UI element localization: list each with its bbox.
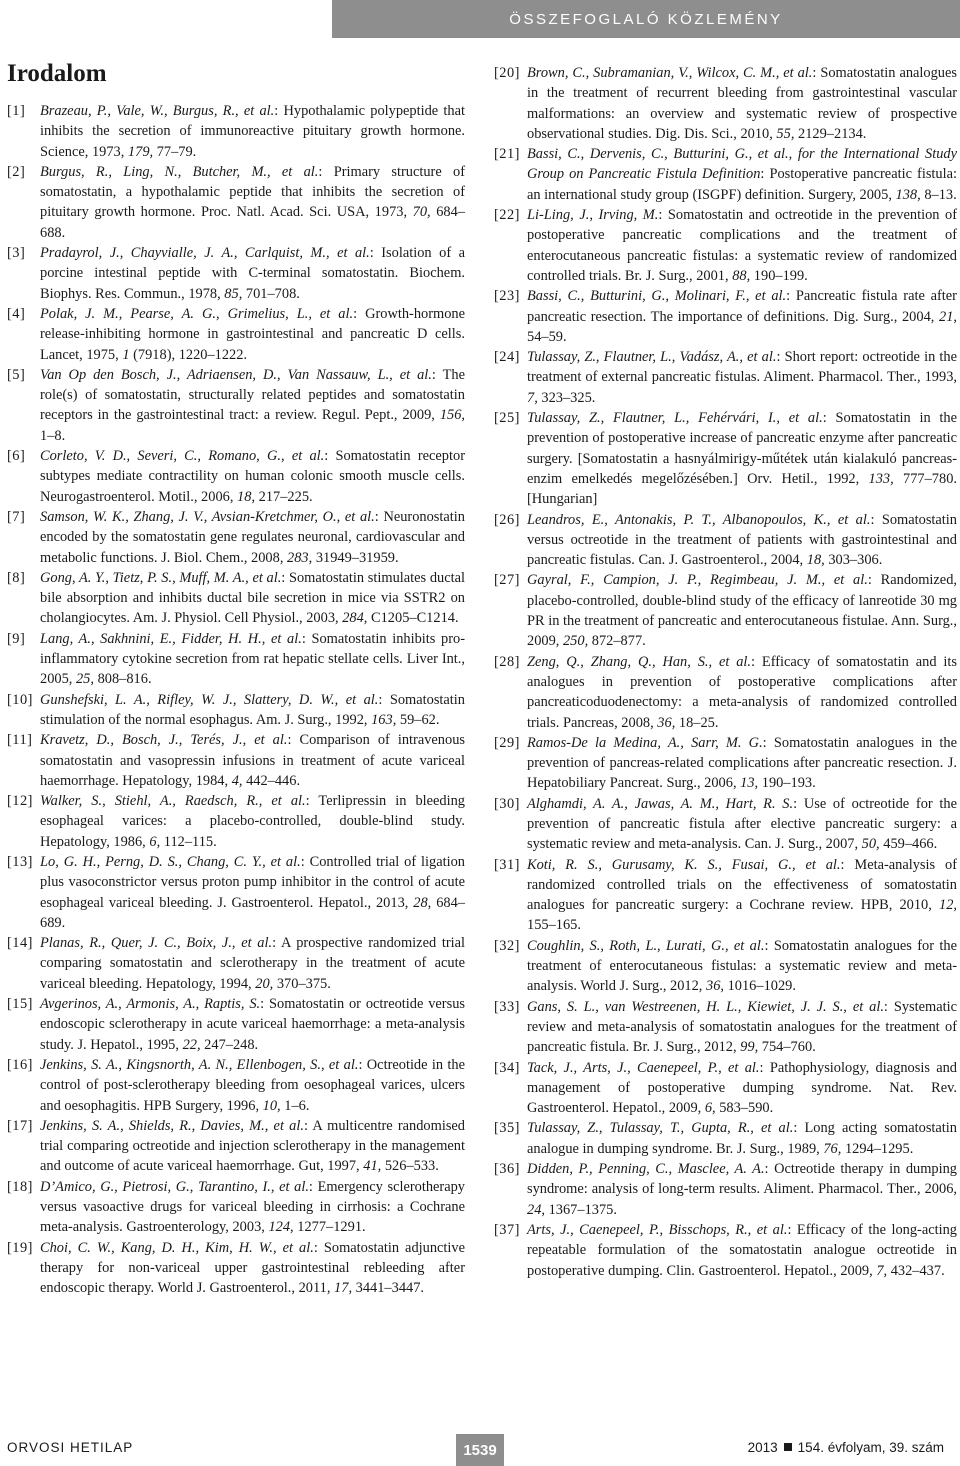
reference-item [494,855,957,936]
reference-item [7,690,465,731]
reference-number: [34] [494,1059,520,1076]
reference-item [7,791,465,852]
reference-number: [24] [494,349,520,366]
reference-volume: 18, [237,488,256,505]
reference-number: [28] [494,653,520,670]
reference-number: [23] [494,288,520,305]
reference-text: : A prospective randomized trial comparing somatostatin and sclerotherapy in the treatment of acute variceal bleeding. Hepatology, 1994, [40,935,465,992]
reference-text: : Efficacy of somatostatin and its analogues in prevention of postoperative complications after pancreaticoduodenectomy: a meta-analysis of randomized controlled trials. Pancreas, 2008, [527,653,957,731]
reference-pages: 247–248. [200,1036,259,1053]
reference-text: : Somatostatin stimulates ductal bile absorption and inhibits ductal bile secretion in mice via SSTR2 on cholangiocytes. Am. J. Physiol. Cell Physiol., 2003, [40,569,465,627]
reference-text: : Somatostatin analogues in the prevention of pancreas-related complications after pancreatic resection. J. Hepatobiliary Pancreat. Surg., 2006, [527,734,957,792]
reference-volume: 10, [262,1097,281,1114]
reference-pages: 1367–1375. [545,1201,617,1218]
reference-text: : Somatostatin or octreotide versus endoscopic sclerotherapy in acute variceal haemorrhage: a meta-analysis study. J. Hepatol., 1995, [40,996,465,1053]
reference-authors: Jenkins, S. A., Shields, R., Davies, M., et al. [40,1117,304,1134]
reference-authors: Van Op den Bosch, J., Adriaensen, D., Van Nassauw, L., et al. [40,366,432,383]
reference-pages: 54–59. [527,328,567,345]
reference-volume: 20, [255,975,274,992]
reference-text: : The role(s) of somatostatin, structurally related peptides and somatostatin receptors in the gastrointestinal tract: a review. Regul. Pept., 2009, [40,366,465,424]
reference-pages: 459–466. [879,836,938,853]
reference-pages: 526–533. [381,1158,439,1175]
reference-pages: 432–437. [887,1262,945,1279]
reference-volume: 55, [776,125,795,142]
reference-authors: Lo, G. H., Perng, D. S., Chang, C. Y., et al. [40,853,301,870]
reference-pages: C1205–C1214. [367,610,459,627]
reference-number: [8] [7,569,26,586]
reference-pages: 1–8. [40,427,66,444]
reference-number: [5] [7,366,26,383]
reference-text: : Pancreatic fistula rate after pancreatic resection. The importance of definitions. Dig. Surg., 2004, [527,288,957,325]
reference-pages: 754–760. [758,1039,816,1056]
reference-volume: 88, [732,267,751,284]
reference-volume: 133, [868,470,894,487]
reference-pages: 2129–2134. [794,125,867,142]
reference-volume: 28, [413,894,432,911]
reference-authors: Jenkins, S. A., Kingsnorth, A. N., Ellenbogen, S., et al. [40,1056,359,1073]
reference-number: [30] [494,795,520,812]
reference-number: [4] [7,305,26,322]
reference-authors: Gans, S. L., van Westreenen, H. L., Kiewiet, J. J. S., et al. [527,998,884,1015]
reference-number: [12] [7,793,33,810]
reference-item [494,570,957,651]
reference-volume: 6, [149,833,161,850]
reference-authors: Avgerinos, A., Armonis, A., Raptis, S. [40,996,261,1013]
reference-pages: 777–780. [Hungarian] [527,470,957,508]
reference-text: : Efficacy of the long-acting repeatable formulation of the somatostatin analogue octreotide in postoperative dumping. Clin. Gastroenterol. Hepatol., 2009, [527,1221,957,1279]
reference-volume: 13, [740,775,759,792]
reference-pages: 323–325. [537,389,596,406]
reference-text: : Neuronostatin encoded by the somatostatin gene regulates neuronal, cardiovascular and metabolic functions. J. Biol. Chem., 2008, [40,508,465,566]
reference-authors: Brown, C., Subramanian, V., Wilcox, C. M., et al. [527,65,813,81]
reference-authors: Koti, R. S., Gurusamy, K. S., Fusai, G., et al. [527,856,841,873]
reference-text: : Meta-analysis of randomized controlled trials on the effectiveness of somatostatin analogues for pancreatic surgery: a Cochrane review. HPB, 2010, [527,856,957,914]
reference-item [7,1238,465,1299]
reference-authors: Coughlin, S., Roth, L., Lurati, G., et al. [527,937,765,954]
reference-item [7,730,465,791]
reference-text: : Short report: octreotide in the treatment of external pancreatic fistulas. Aliment. Pharmacol. Ther., 1993, [527,349,958,386]
reference-authors: Tack, J., Arts, J., Caenepeel, P., et al. [527,1059,760,1076]
reference-text: : Somatostatin versus octreotide in the treatment of patients with gastrointestinal and pancreatic fistulas. Can. J. Gastroenterol., 2004, [527,511,958,569]
reference-authors: Kravetz, D., Bosch, J., Terés, J., et al. [40,732,288,749]
reference-item [7,994,465,1055]
reference-volume: 138, [895,186,921,203]
reference-pages: 1294–1295. [841,1140,914,1157]
reference-item [7,101,465,162]
reference-authors: Ramos-De la Medina, A., Sarr, M. G. [527,734,763,751]
reference-volume: 17, [334,1280,353,1297]
reference-number: [27] [494,572,520,589]
reference-authors: Gayral, F., Campion, J. P., Regimbeau, J. M., et al. [527,572,868,589]
separator-square-icon [784,1443,792,1451]
reference-number: [18] [7,1178,33,1195]
reference-item [494,1118,957,1159]
reference-pages: 684–689. [40,894,465,931]
reference-number: [1] [7,103,26,119]
reference-pages: 872–877. [588,633,646,650]
journal-name: ORVOSI HETILAP [7,1440,134,1455]
reference-authors: Arts, J., Caenepeel, P., Bisschops, R., et al. [527,1221,788,1238]
reference-text: : Isolation of a porcine intestinal peptide with C-terminal somatostatin. Biochem. Biophys. Res. Commun., 1978, [40,245,465,302]
reference-text: : Postoperative pancreatic fistula: an international study group (ISGPF) definition. Surgery, 2005, [527,166,957,203]
references-column-right [494,63,957,1281]
reference-volume: 99, [740,1039,759,1056]
reference-item [7,568,465,629]
reference-text: : Somatostatin in the prevention of postoperative increase of pancreatic enzyme after pancreatic surgery. [Somatostatin a hasnyálmirigy-műtétek után kialakuló pancreas-enzim emelkedés megelőzésében.] Orv. Hetil., 1992, [527,410,958,487]
reference-pages: 31949–31959. [312,549,399,566]
references-column-left [7,101,465,1299]
reference-text: : Somatostatin inhibits pro-inflammatory cytokine secretion from rat hepatic stellate cells. Liver Int., 2005, [40,630,465,688]
reference-number: [33] [494,998,520,1015]
reference-volume: 284, [342,610,368,627]
reference-pages: 155–165. [527,917,581,934]
reference-number: [20] [494,65,520,81]
reference-pages: 684–688. [40,204,465,241]
reference-item [7,446,465,507]
reference-item [494,63,957,144]
reference-volume: 6, [704,1100,716,1117]
reference-authors: Didden, P., Penning, C., Masclee, A. A. [527,1161,765,1178]
reference-authors: Pradayrol, J., Chayvialle, J. A., Carlquist, M., et al. [40,245,370,262]
reference-volume: 50, [861,836,880,853]
reference-pages: 8–13. [920,186,957,203]
reference-item [494,205,957,286]
reference-authors: Gong, A. Y., Tietz, P. S., Muff, M. A., et al. [40,569,282,586]
reference-pages: 77–79. [153,143,197,160]
reference-volume: 76, [823,1140,842,1157]
reference-item [494,794,957,855]
reference-number: [31] [494,856,520,873]
reference-volume: 156, [439,407,465,424]
reference-item [7,1055,465,1116]
reference-authors: Lang, A., Sakhnini, E., Fidder, H. H., et al. [40,630,302,647]
reference-authors: Choi, C. W., Kang, D. H., Kim, H. W., et al. [40,1239,314,1256]
reference-item [494,997,957,1058]
reference-volume: 7, [876,1262,888,1279]
reference-number: [10] [7,691,33,708]
reference-volume: 1 [122,346,130,363]
reference-item [7,365,465,446]
reference-pages: 1–6. [280,1097,310,1114]
reference-item [7,243,465,304]
reference-text: : Octreotide therapy in dumping syndrome: analysis of long-term results. Aliment. Pharmacol. Ther., 2006, [527,1161,957,1198]
reference-number: [16] [7,1056,33,1073]
reference-number: [3] [7,245,26,262]
reference-authors: Corleto, V. D., Severi, C., Romano, G., et al. [40,448,325,465]
reference-text: : Use of octreotide for the prevention of pancreatic fistula after elective pancreatic surgery: a systematic review and meta-analysis. Can. J. Surg., 2007, [527,795,957,853]
reference-pages: 18–25. [675,714,719,731]
reference-authors: Tulassay, Z., Tulassay, T., Gupta, R., et al. [527,1120,794,1137]
reference-authors: Planas, R., Quer, J. C., Boix, J., et al. [40,935,273,952]
reference-text: : Somatostatin receptor subtypes mediate contractility on human colonic smooth muscle cells. Neurogastroenterol. Motil., 2006, [40,448,465,505]
reference-volume: 24, [527,1201,545,1218]
reference-number: [19] [7,1239,33,1256]
issue-volume: 154. évfolyam, 39. szám [797,1440,944,1455]
reference-number: [32] [494,937,520,954]
reference-text: : Comparison of intravenous somatostatin and vasopressin infusions in treatment of acute variceal haemorrhage. Hepatology, 1984, [40,732,465,789]
reference-authors: Zeng, Q., Zhang, Q., Han, S., et al. [527,653,752,670]
reference-item [494,408,957,509]
reference-number: [37] [494,1221,520,1238]
reference-number: [36] [494,1161,520,1178]
reference-number: [17] [7,1117,33,1134]
section-label: ÖSSZEFOGLALÓ KÖZLEMÉNY [332,0,960,38]
reference-authors: Polak, J. M., Pearse, A. G., Grimelius, L., et al. [40,305,354,322]
reference-pages: 1277–1291. [293,1219,366,1236]
reference-pages: 303–306. [824,552,883,569]
reference-number: [26] [494,511,520,528]
reference-text: : Emergency sclerotherapy versus vasoactive drugs for variceal bleeding in cirrhosis: a Cochrane meta-analysis. Gastroenterology, 2003, [40,1178,465,1236]
reference-volume: 12, [939,897,957,914]
reference-volume: 124, [268,1219,294,1236]
reference-item [7,304,465,365]
reference-text: : Primary structure of somatostatin, a hypothalamic peptide that inhibits the secretion of pituitary growth hormone. Proc. Natl. Acad. Sci. USA, 1973, [40,163,465,221]
reference-pages: 3441–3447. [352,1280,424,1297]
issue-info [748,1440,944,1455]
reference-item [7,933,465,994]
reference-volume: 85, [224,285,243,302]
reference-authors: Brazeau, P., Vale, W., Burgus, R., et al. [40,103,275,119]
reference-authors: Burgus, R., Ling, N., Butcher, M., et al. [40,163,319,180]
reference-volume: 36, [706,978,724,995]
reference-text: : Terlipressin in bleeding esophageal varices: a placebo-controlled, double-blind study. Hepatology, 1986, [40,793,465,850]
reference-authors: Tulassay, Z., Flautner, L., Vadász, A., et al. [527,349,777,366]
reference-authors: D’Amico, G., Pietrosi, G., Tarantino, I., et al. [40,1178,309,1195]
reference-item [7,1116,465,1177]
reference-item [7,507,465,568]
reference-text: : A multicentre randomised trial comparing octreotide and injection sclerotherapy in the management and outcome of acute variceal haemorrhage. Gut, 1997, [40,1117,466,1175]
reference-authors: Gunshefski, L. A., Rifley, W. J., Slattery, D. W., et al. [40,691,379,708]
reference-authors: Bassi, C., Butturini, G., Molinari, F., et al. [527,288,787,305]
reference-number: [35] [494,1120,520,1137]
reference-volume: 21, [939,308,957,325]
reference-item [494,1058,957,1119]
reference-volume: 18, [806,552,825,569]
issue-year: 2013 [747,1440,778,1455]
reference-authors: Samson, W. K., Zhang, J. V., Avsian-Kretchmer, O., et al. [40,508,375,525]
reference-volume: 179, [127,143,154,160]
reference-number: [9] [7,630,26,647]
reference-item [494,347,957,408]
reference-number: [13] [7,853,33,870]
reference-text: : Controlled trial of ligation plus vasoconstrictor versus proton pump inhibitor in the control of acute esophageal variceal bleeding. J. Gastroenterol. Hepatol., 2013, [40,853,465,911]
reference-text: : Somatostatin analogues in the treatment of recurrent bleeding from gastrointestinal vascular malformations: an overview and systematic review of prospective observational studies. Dig. Dis. Sci., 2010, [527,65,957,142]
reference-text: : Hypothalamic polypeptide that inhibits the secretion of immunoreactive pituitary growth hormone. Science, 1973, [40,103,465,160]
reference-pages: 701–708. [242,285,300,302]
reference-number: [11] [7,732,33,749]
reference-text: : Growth-hormone release-inhibiting hormone in gastrointestinal and pancreatic D cells. Lancet, 1975, [40,305,465,363]
reference-item [494,936,957,997]
reference-text: : Randomized, placebo-controlled, double-blind study of the efficacy of lanreotide 30 mg PR in the treatment of pancreatic and enterocutaneous fistulae. Ann. Surg., 2009, [527,572,957,650]
references-heading: Irodalom [7,60,107,87]
reference-text: : Long acting somatostatin analogue in dumping syndrome. Br. J. Surg., 1989, [527,1120,957,1157]
reference-item [494,652,957,733]
reference-volume: 283, [287,549,313,566]
reference-number: [2] [7,163,26,180]
reference-volume: 22, [182,1036,201,1053]
reference-text: : Somatostatin and octreotide in the prevention of postoperative pancreatic complications and the treatment of enterocutaneous pancreatic fistulas: a systematic review of randomized controlled trials. Br. J. Surg., 2001, [527,207,957,284]
reference-volume: 36, [657,714,676,731]
reference-text: : Somatostatin stimulation of the normal esophagus. Am. J. Surg., 1992, [40,691,465,728]
reference-pages: 808–816. [93,671,152,688]
page-footer [0,1424,960,1458]
reference-volume: 41, [363,1158,382,1175]
reference-item [494,144,957,205]
reference-authors: Walker, S., Stiehl, A., Raedsch, R., et al. [40,793,306,810]
reference-item [494,1159,957,1220]
reference-number: [7] [7,508,26,525]
reference-text: : Systematic review and meta-analysis of somatostatin analogues for the treatment of pancreatic fistula. Br. J. Surg., 2012, [527,998,957,1056]
reference-pages: 370–375. [273,975,331,992]
reference-authors: Li-Ling, J., Irving, M. [527,207,659,224]
reference-authors: Leandros, E., Antonakis, P. T., Albanopoulos, K., et al. [527,511,871,528]
reference-volume: 70, [412,204,431,221]
reference-pages: 1016–1029. [724,978,796,995]
reference-volume: 163, [371,711,397,728]
reference-pages: 190–193. [758,775,816,792]
reference-authors: Bassi, C., Dervenis, C., Butturini, G., et al., for the International Study Group on Pancreatic Fistula Definition [527,146,957,183]
reference-item [494,510,957,571]
reference-number: [6] [7,448,26,465]
reference-pages: 190–199. [750,267,808,284]
reference-item [7,629,465,690]
reference-number: [25] [494,410,520,427]
reference-item [494,286,957,347]
reference-volume: 7, [527,389,538,406]
reference-pages: (7918), 1220–1222. [129,346,248,363]
reference-pages: 112–115. [160,833,217,850]
reference-pages: 59–62. [396,711,440,728]
reference-volume: 25, [75,671,94,688]
reference-volume: 4, [231,772,243,789]
reference-number: [14] [7,935,33,952]
reference-pages: 217–225. [255,488,313,505]
reference-pages: 583–590. [715,1100,774,1117]
reference-number: [29] [494,734,520,751]
reference-item [494,1220,957,1281]
reference-number: [15] [7,996,33,1013]
reference-text: : Octreotide in the control of post-sclerotherapy bleeding from oesophageal varices, ulcers and oesophagitis. HPB Surgery, 1996, [40,1056,465,1114]
reference-pages: 442–446. [242,772,301,789]
page-number: 1539 [456,1434,504,1466]
reference-authors: Tulassay, Z., Flautner, L., Fehérvári, I., et al. [527,410,823,427]
reference-item [7,1177,465,1238]
reference-text: : Somatostatin adjunctive therapy for non-variceal upper gastrointestinal rebleeding after endoscopic therapy. World J. Gastroenterol., 2011, [40,1239,465,1297]
reference-number: [22] [494,207,520,224]
reference-text: : Pathophysiology, diagnosis and management of postoperative dumping syndrome. Nat. Rev. Gastroenterol. Hepatol., 2009, [527,1059,957,1117]
reference-number: [21] [494,146,520,163]
reference-item [7,162,465,243]
reference-volume: 250, [562,633,589,650]
reference-text: : Somatostatin analogues for the treatment of enterocutaneous fistulas: a systematic review and meta-analysis. World J. Surg., 2012, [527,937,957,995]
reference-item [7,852,465,933]
reference-item [494,733,957,794]
reference-authors: Alghamdi, A. A., Jawas, A. M., Hart, R. S. [527,795,794,812]
